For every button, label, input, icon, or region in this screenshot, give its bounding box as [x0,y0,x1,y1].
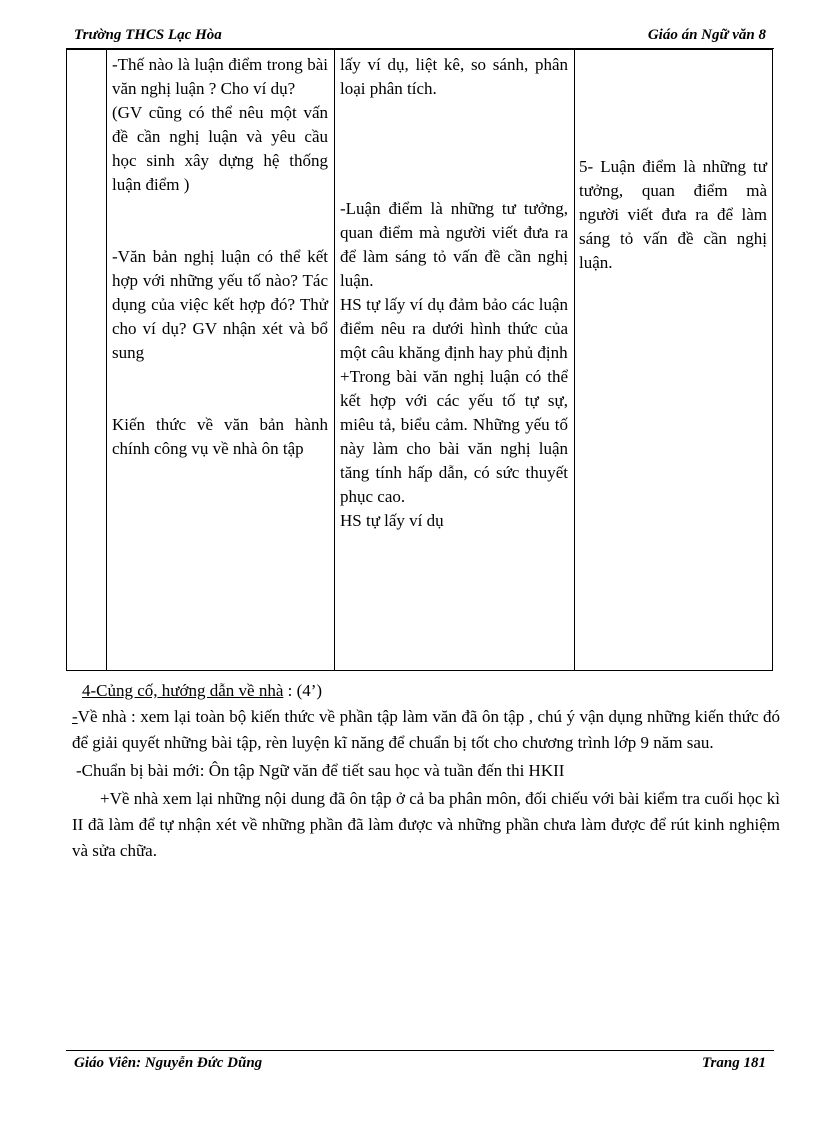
column-divider-1 [106,50,107,670]
student-answer-examples: lấy ví dụ, liệt kê, so sánh, phân loại phân tích. [340,55,568,98]
student-example-argument: HS tự lấy ví dụ đảm bảo các luận điểm nêu ra dưới hình thức của một câu khăng định hay phủ định [340,295,568,362]
footer-rule [66,1050,774,1051]
question-combination: -Văn bản nghị luận có thể kết hợp với những yếu tố nào? Tác dụng của việc kết hợp đó? Thử cho ví dụ? GV nhận xét và bổ sung [112,247,328,362]
column-divider-2 [334,50,335,670]
section-title: 4-Củng cố, hướng dẫn về nhà [82,681,284,700]
teacher-note: (GV cũng có thể nêu một vấn đề cần nghị luận và yêu cầu học sinh xây dựng hệ thống luận điểm ) [112,103,328,194]
lesson-table [66,49,773,671]
question-argument: -Thế nào là luận điểm trong bài văn nghị luận ? Cho ví dụ? [112,55,328,98]
teacher-activities-cell [112,53,328,461]
student-answer-combination: +Trong bài văn nghị luận có thể kết hợp với các yếu tố tự sự, miêu tả, biểu cảm. Những yếu tố này làm cho bài văn nghị luận tăng tính hấp dẫn, có sức thuyết phục cao. [340,367,568,506]
section-time: : (4’) [287,681,323,700]
homework-review: Về nhà : xem lại toàn bộ kiến thức về phần tập làm văn đã ôn tập , chú ý vận dụng những kiến thức đó để giải quyết những bài tập, rèn luyện kĩ năng để chuẩn bị tốt cho chương trình lớp 9 năm sau. [72,707,780,752]
admin-text-note: Kiến thức về văn bản hành chính công vụ về nhà ôn tập [112,415,328,458]
homework-self-review: +Về nhà xem lại những nội dung đã ôn tập ở cả ba phân môn, đối chiếu với bài kiểm tra cuối học kì II đã làm để tự nhận xét về những phần đã làm được và những phần chưa làm được để rút kinh nghiệm và sửa chữa. [72,789,780,860]
student-example-final: HS tự lấy ví dụ [340,511,444,530]
homework-section [72,678,780,864]
student-answer-argument: -Luận điểm là những tư tưởng, quan điểm mà người viết đưa ra để làm sáng tỏ vấn đề cần nghị luận. [340,199,568,290]
student-activities-cell [340,53,568,533]
page-header [74,27,774,47]
school-name: Trường THCS Lạc Hòa [74,27,222,43]
page-footer [74,1055,774,1075]
page-number: Trang 181 [701,1055,766,1071]
para1-dash: - [72,707,78,726]
content-cell [579,155,767,275]
prepare-new-lesson: -Chuẩn bị bài mới: Ôn tập Ngữ văn để tiết sau học và tuần đến thi HKII [76,761,565,780]
content-argument-definition: 5- Luận điểm là những tư tưởng, quan điểm mà người viết đưa ra để làm sáng tỏ vấn đề cần nghị luận. [579,157,767,272]
teacher-name: Giáo Viên: Nguyễn Đức Dũng [74,1055,263,1071]
subject-title: Giáo án Ngữ văn 8 [647,27,766,43]
column-divider-3 [574,50,575,670]
